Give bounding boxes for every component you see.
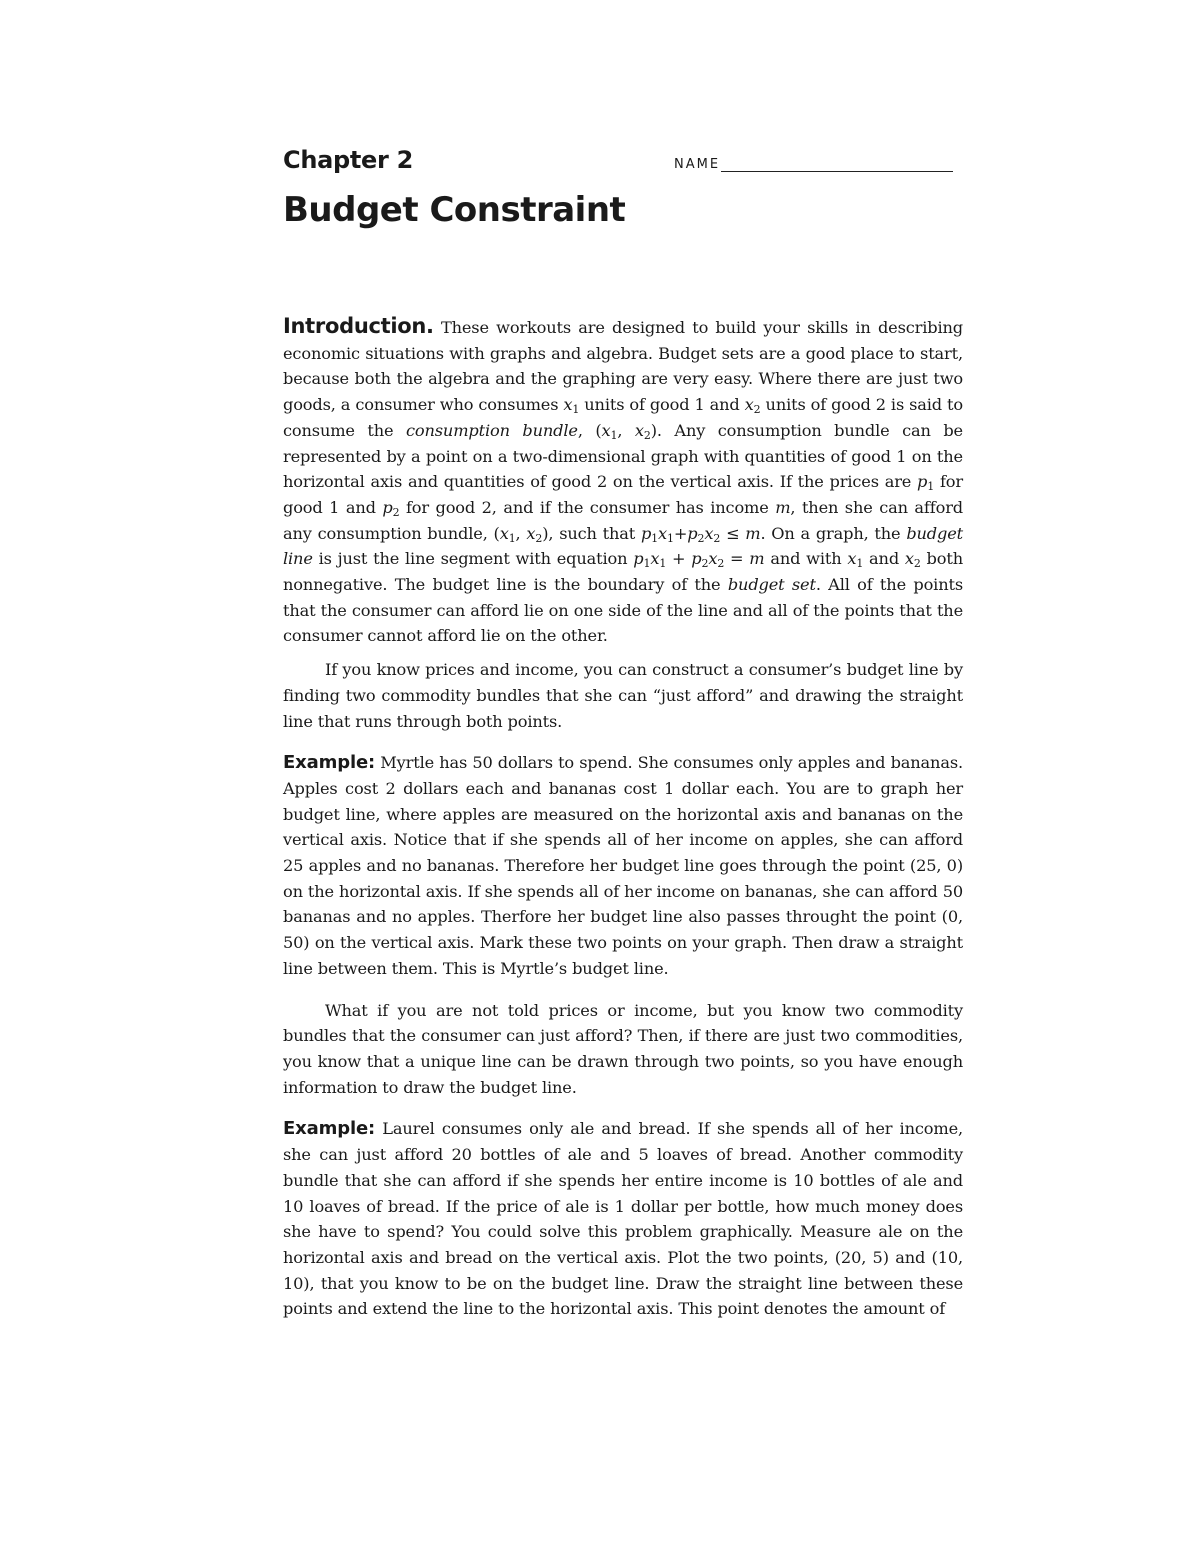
paragraph-prices-income: If you know prices and income, you can construct a consumer’s budget line by finding two commodity bundles that she can “just afford” and drawing the straight line that runs through both points. (283, 660, 963, 731)
example-heading: Example: (283, 1118, 376, 1140)
example-heading: Example: (283, 752, 376, 774)
budget-equation: $p_1x_1 + p_2x_2 = m$ (633, 549, 765, 571)
term-consumption-bundle: consumption bundle (405, 420, 578, 440)
paragraph-two-bundles: What if you are not told prices or income, but you know two commodity bundles that the consumer can just afford? Then, if there are just two commodities, you know that a unique line can be drawn through two points, so you have enough information to draw the budget line. (283, 1000, 963, 1097)
name-label: NAME (674, 157, 721, 172)
page-header (283, 146, 963, 186)
budget-inequality: $p_1x_1+p_2x_2 \le m$ (640, 523, 761, 545)
term-budget-line: budget line (283, 523, 964, 569)
name-blank-line (721, 157, 953, 172)
example-myrtle: Example: Myrtle has 50 dollars to spend. She consumes only apples and bananas. Apples cost 2 dollars each and bananas cost 1 dollar each. You are to graph her budget line, where apples are measured on the horizontal axis and bananas on the vertical axis. Notice that if she spends all of her income on apples, she can afford 25 apples and no bananas. Therefore her budget line goes through the point (25, 0) on the horizontal axis. If she spends all of her income on bananas, she can afford 50 bananas and no apples. Therfore her budget line also passes throught the point (0, 50) on the vertical axis. Mark these two points on your graph. Then draw a straight line between them. This is Myrtle’s budget line. (283, 752, 963, 978)
chapter-title: Budget Constraint (283, 190, 626, 230)
example-laurel: Example: Laurel consumes only ale and bread. If she spends all of her income, she can just afford 20 bottles of ale and 5 loaves of bread. Another commodity bundle that she can afford if she spends her entire income is 10 bottles of ale and 10 loaves of bread. If the price of ale is 1 dollar per bottle, how much money does she have to spend? You could solve this problem graphically. Measure ale on the horizontal axis and bread on the vertical axis. Plot the two points, (20, 5) and (10, 10), that you know to be on the budget line. Draw the straight line between these points and extend the line to the horizontal axis. This point denotes the amount of (283, 1118, 963, 1319)
name-field (674, 157, 953, 172)
introduction-paragraph: Introduction. These workouts are designed to build your skills in describing economic situations with graphs and algebra. Budget sets are a good place to start, because both the algebra and the graphing are very easy. Where there are just two goods, a consumer who consumes $x_1$ units of good 1 and $x_2$ units of good 2 is said to consume the consumption bundle, ($x_1$, $x_2$). Any consumption bundle can be represented by a point on a two-dimensional graph with quantities of good 1 on the horizontal axis and quantities of good 2 on the vertical axis. If the prices are $p_1$ for good 1 and $p_2$ for good 2, and if the consumer has income m, then she can afford any consumption bundle, ($x_1$, $x_2$), such that $p_1x_1+p_2x_2 \le m$. On a graph, the budget line is just the line segment with equation $p_1x_1 + p_2x_2 = m$ and with $x_1$ and $x_2$ both nonnegative. The budget line is the boundary of the budget set. All of the points that the consumer can afford lie on one side of the line and all of the points that the consumer cannot afford lie on the other. (283, 314, 964, 646)
introduction-heading: Introduction. (283, 314, 434, 338)
term-budget-set: budget set (727, 575, 816, 595)
chapter-label: Chapter 2 (283, 146, 414, 174)
body-text (283, 314, 963, 1322)
